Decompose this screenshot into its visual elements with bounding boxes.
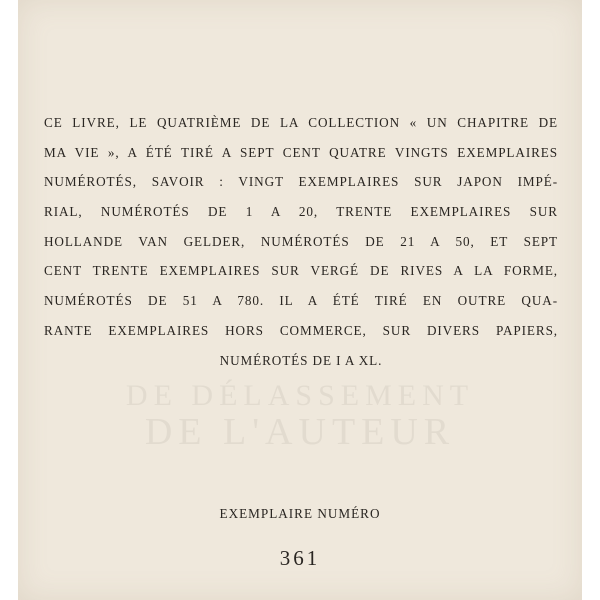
colophon-line: NUMÉROTÉS, SAVOIR : VINGT EXEMPLAIRES SUR JAPON IMPÉ- (44, 174, 558, 190)
colophon-text (44, 108, 558, 375)
colophon-line: RIAL, NUMÉROTÉS DE 1 A 20, TRENTE EXEMPLAIRES SUR (44, 204, 558, 220)
colophon-line: CENT TRENTE EXEMPLAIRES SUR VERGÉ DE RIVES A LA FORME, (44, 263, 558, 279)
copy-number: 361 (279, 546, 321, 570)
colophon-line-last: NUMÉROTÉS DE I A XL. (219, 352, 383, 368)
colophon-line: CE LIVRE, LE QUATRIÈME DE LA COLLECTION « UN CHAPITRE DE (44, 115, 558, 130)
exemplaire-label: EXEMPLAIRE NUMÉRO (219, 506, 381, 521)
bleed-through-watermark: DE DÉLASSEMENT DE L'AUTEUR (125, 379, 475, 453)
colophon-line: MA VIE », A ÉTÉ TIRÉ A SEPT CENT QUATRE VINGTS EXEMPLAIRES (44, 144, 558, 160)
colophon-line: NUMÉROTÉS DE 51 A 780. IL A ÉTÉ TIRÉ EN OUTRE QUA- (44, 293, 558, 309)
book-page (18, 0, 582, 600)
colophon-line: RANTE EXEMPLAIRES HORS COMMERCE, SUR DIVERS PAPIERS, (44, 322, 558, 338)
colophon-line: HOLLANDE VAN GELDER, NUMÉROTÉS DE 21 A 50, ET SEPT (44, 233, 558, 249)
